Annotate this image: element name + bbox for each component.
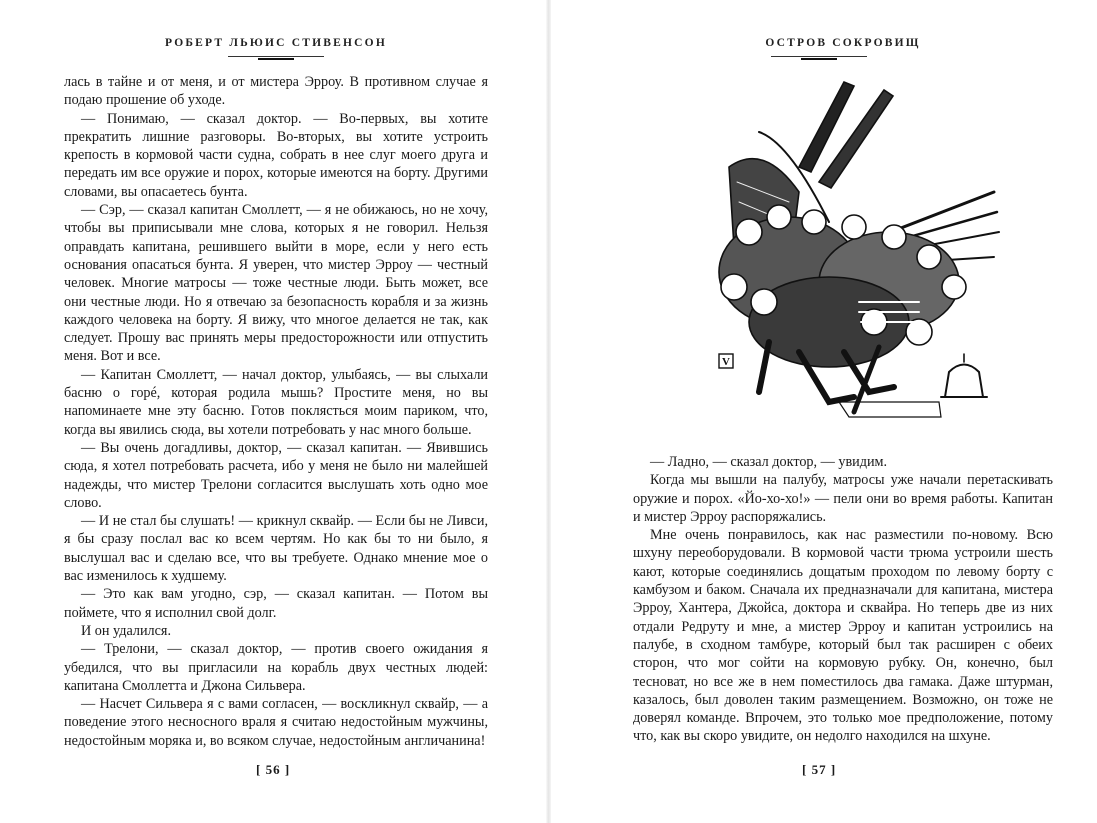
paragraph: — Трелони, — сказал доктор, — против своего ожидания я убедился, что вы пригласили на корабль двух честных людей: капитана Смоллетта и Джона Сильвера. [64, 641, 488, 694]
paragraph: — Капитан Смоллетт, — начал доктор, улыбаясь, — вы слыхали басню о горé, которая родила мышь? Простите меня, но вы напоминаете мне эту басню. Готов поклясться моим париком, что, когда вы явились сюда, вы хотели потребовать у нас много больше. [64, 366, 488, 438]
paragraph: — Вы очень догадливы, доктор, — сказал капитан. — Явившись сюда, я хотел потребовать расчета, ибо у меня не было ни малейшей надежды, что мистер Трелони согласится выслушать хоть одно мое слово. [64, 439, 488, 511]
page-number-right: [ 57 ] [802, 762, 837, 777]
illustrator-monogram: V [722, 356, 730, 368]
running-head-title: ОСТРОВ СОКРОВИЩ [765, 37, 921, 49]
left-page [0, 0, 548, 823]
paragraph: — Сэр, — сказал капитан Смоллетт, — я не обижаюсь, но не хочу, чтобы вы приписывали мне слова, которых я не говорил. Нельзя оправдать капитана, решившего выйти в море, если у него есть основания опасаться бунта. Я уверен, что мистер Эрроу — честный человек. Многие матросы — тоже честные люди. Быть может, все они честные люди. Но я отвечаю за безопасность корабля и за жизнь каждого человека на борту. Я вижу, что многое делается не так, как следует. Прошу вас принять меры предосторожности или отпустить меня. Вот и все. [64, 202, 488, 365]
paragraph: — И не стал бы слушать! — крикнул сквайр. — Если бы не Ливси, я бы сразу послал вас ко всем чертям. Но как бы то ни было, я выслушал вас и сделаю все, что вы требуете. Однако мнение мое о вас изменилось к худшему. [64, 513, 488, 585]
sailors-hauling-rope-illustration [679, 72, 1009, 432]
paragraph: лась в тайне и от меня, и от мистера Эрроу. В противном случае я подаю прошение об уходе. [64, 74, 488, 109]
running-head-author: РОБЕРТ ЛЬЮИС СТИВЕНСОН [165, 37, 387, 49]
left-body-text [64, 73, 488, 750]
right-body-text [633, 453, 1053, 746]
paragraph: — Насчет Сильвера я с вами согласен, — воскликнул сквайр, — а поведение этого несносного враля я считаю недостойным мужчины, недостойным моряка и, во всяком случае, недостойным англичанина! [64, 696, 488, 749]
head-rule-right [771, 56, 867, 66]
paragraph: Мне очень понравилось, как нас разместили по-новому. Всю шхуну переоборудовали. В кормовой части трюма устроили шесть кают, которые соединялись дощатым проходом по левому борту с камбузом и баком. Сначала их предназначали для капитана, мистера Эрроу, Хантера, Джойса, доктора и сквайра. Но теперь две из них отдали Редруту и мне, а мистер Эрроу и капитан устроились на палубе, в сходном тамбуре, который был так расширен с обеих сторон, что мог сойти на кормовую рубку. Он, конечно, был тесноват, но все же в нем поместилось два гамака. Даже штурман, казалось, был доволен таким размещением. Возможно, он тоже не доверял команде. Впрочем, это только мое предположение, потому что, как вы скоро увидите, он недолго находился на шхуне. [633, 527, 1053, 745]
head-rule-left [228, 56, 324, 66]
paragraph: — Ладно, — сказал доктор, — увидим. [650, 454, 888, 470]
paragraph: — Это как вам угодно, сэр, — сказал капитан. — Потом вы поймете, что я исполнил свой долг. [64, 586, 488, 621]
right-page [549, 0, 1097, 823]
paragraph: — Понимаю, — сказал доктор. — Во-первых, вы хотите прекратить лишние разговоры. Во-вторых, вы хотите устроить крепость в кормовой части судна, собрать в нее слуг моего друга и передать им все оружие и порох, которые имеются на борту. Другими словами, вы опасаетесь бунта. [64, 110, 488, 200]
paragraph: И он удалился. [81, 622, 171, 639]
page-number-left: [ 56 ] [256, 762, 291, 777]
paragraph: Когда мы вышли на палубу, матросы уже начали перетаскивать оружие и порох. «Йо-хо-хо!» — пели они во время работы. Капитан и мистер Эрроу распоряжались. [633, 472, 1053, 525]
